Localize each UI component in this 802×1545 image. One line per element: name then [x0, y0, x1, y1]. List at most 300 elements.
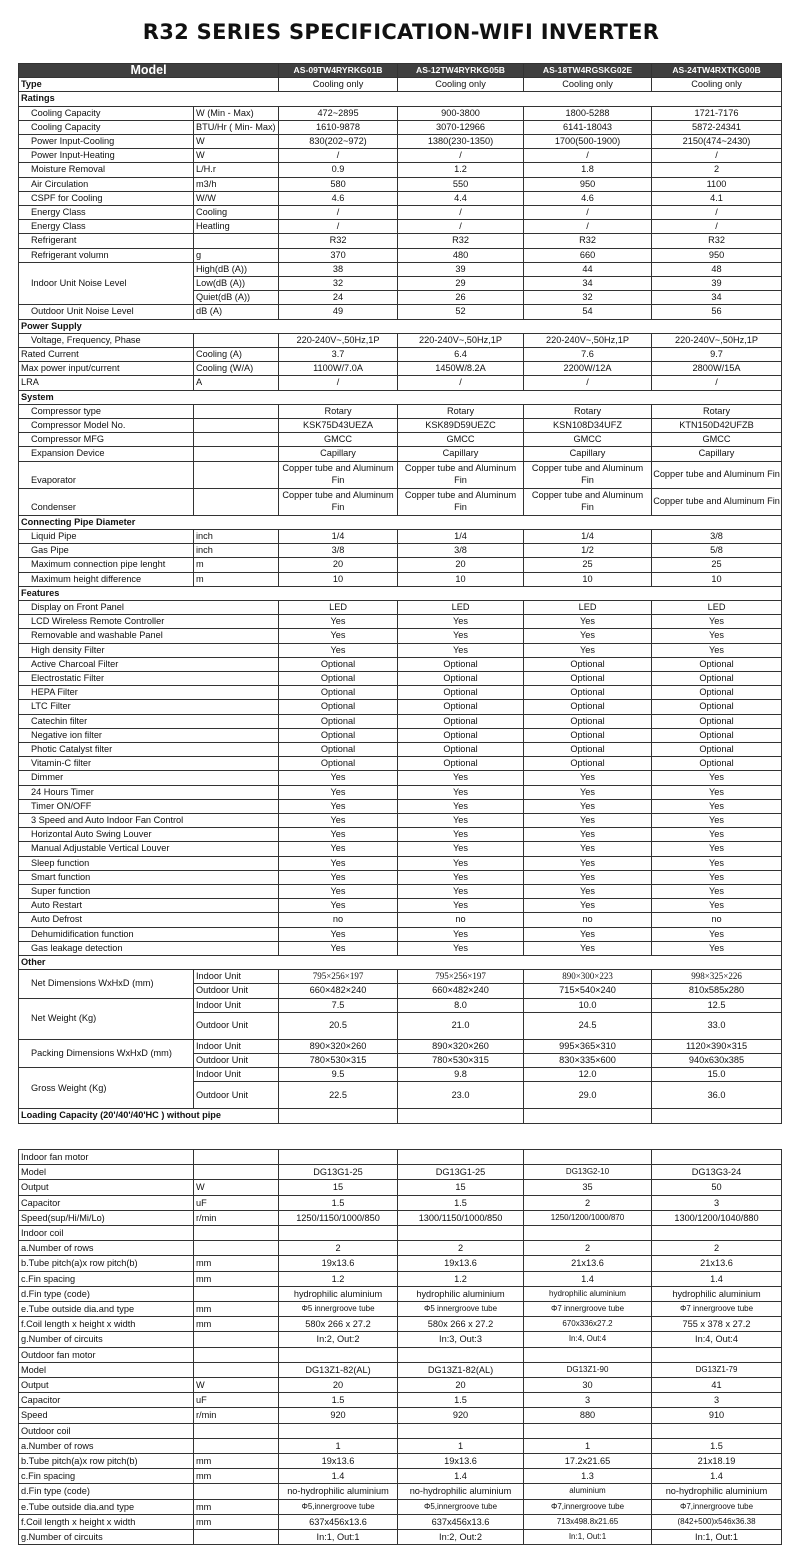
- feature-label: Catechin filter: [19, 714, 279, 728]
- feature-label: Vitamin-C filter: [19, 757, 279, 771]
- spec-label: a.Number of rows: [19, 1241, 194, 1256]
- spec-value: Optional: [279, 671, 398, 685]
- spec-value: Yes: [398, 643, 524, 657]
- spec-value: LED: [652, 600, 782, 614]
- spec-value: Copper tube and Aluminum Fin: [524, 488, 652, 515]
- spec-label: f.Coil length x height x width: [19, 1514, 194, 1529]
- spec-value: 880: [524, 1408, 652, 1423]
- spec-row: [19, 305, 782, 319]
- spec-value: Yes: [652, 828, 782, 842]
- feature-label: Removable and washable Panel: [19, 629, 279, 643]
- spec-row: [19, 1438, 782, 1453]
- spec-value: 39: [652, 277, 782, 291]
- spec-value: Optional: [524, 700, 652, 714]
- spec-value: 35: [524, 1180, 652, 1195]
- spec-value: 10: [279, 572, 398, 586]
- spec-value: [524, 1109, 652, 1123]
- spec-value: Yes: [524, 884, 652, 898]
- spec-value: 2: [652, 1241, 782, 1256]
- spec-row: [19, 856, 782, 870]
- spec-value: In:1, Out:1: [279, 1530, 398, 1545]
- spec-row: [19, 941, 782, 955]
- spec-value: 1.5: [398, 1195, 524, 1210]
- spec-value: Copper tube and Aluminum Fin: [398, 461, 524, 488]
- spec-value: 1.5: [652, 1438, 782, 1453]
- spec-value: 20: [279, 1378, 398, 1393]
- spec-value: Yes: [398, 941, 524, 955]
- spec-value: LED: [524, 600, 652, 614]
- model-header: Model: [19, 64, 279, 78]
- spec-label: g.Number of circuits: [19, 1332, 194, 1347]
- spec-value: hydrophilic aluminium: [652, 1286, 782, 1301]
- spec-value: 220-240V~,50Hz,1P: [279, 333, 398, 347]
- spec-unit: Cooling (A): [194, 348, 279, 362]
- spec-value: Copper tube and Aluminum Fin: [398, 488, 524, 515]
- spec-row: [19, 1454, 782, 1469]
- spec-value: 2: [398, 1241, 524, 1256]
- spec-unit: mm: [194, 1317, 279, 1332]
- spec-value: 370: [279, 248, 398, 262]
- spec-value: Yes: [652, 899, 782, 913]
- spec-value: 1.4: [652, 1469, 782, 1484]
- spec-label: d.Fin type (code): [19, 1484, 194, 1499]
- spec-label: c.Fin spacing: [19, 1271, 194, 1286]
- spec-value: 660×482×240: [279, 984, 398, 998]
- spec-unit: [194, 404, 279, 418]
- spec-value: 17.2x21.65: [524, 1454, 652, 1469]
- spec-value: Yes: [652, 785, 782, 799]
- spec-value: [524, 1226, 652, 1241]
- spec-value: 1.4: [398, 1469, 524, 1484]
- spec-value: Yes: [652, 813, 782, 827]
- spec-row: [19, 149, 782, 163]
- spec-value: 660×482×240: [398, 984, 524, 998]
- spec-value: 1: [398, 1438, 524, 1453]
- spec-value: Optional: [524, 714, 652, 728]
- spec-table: [18, 63, 782, 1124]
- spec-row: [19, 135, 782, 149]
- spec-unit: Quiet(dB (A)): [194, 291, 279, 305]
- spec-value: 830×335×600: [524, 1054, 652, 1068]
- spec-value: Yes: [279, 870, 398, 884]
- spec-unit: r/min: [194, 1210, 279, 1225]
- spec-unit: Indoor Unit: [194, 1039, 279, 1053]
- spec-row: [19, 248, 782, 262]
- spec-value: Optional: [652, 757, 782, 771]
- spec-label: Max power input/current: [19, 362, 194, 376]
- spec-row: [19, 120, 782, 134]
- section-row: [19, 92, 782, 106]
- spec-unit: [194, 461, 279, 488]
- spec-label: g.Number of circuits: [19, 1530, 194, 1545]
- spec-value: Yes: [279, 828, 398, 842]
- spec-value: 3/8: [398, 544, 524, 558]
- spec-value: In:1, Out:1: [524, 1530, 652, 1545]
- spec-label: Evaporator: [19, 461, 194, 488]
- spec-value: 950: [524, 177, 652, 191]
- spec-value: 780×530×315: [398, 1054, 524, 1068]
- spec-label: Output: [19, 1180, 194, 1195]
- spec-value: Yes: [279, 856, 398, 870]
- spec-value: 810x585x280: [652, 984, 782, 998]
- spec-value: 20.5: [279, 1012, 398, 1039]
- spec-label: CSPF for Cooling: [19, 191, 194, 205]
- spec-label: Rated Current: [19, 348, 194, 362]
- spec-unit: L/H.r: [194, 163, 279, 177]
- model-name: AS-24TW4RXTKG00B: [652, 64, 782, 78]
- spec-value: 900-3800: [398, 106, 524, 120]
- spec-unit: mm: [194, 1454, 279, 1469]
- spec-value: Yes: [652, 856, 782, 870]
- spec-unit: [194, 419, 279, 433]
- spec-value: Yes: [524, 813, 652, 827]
- spec-value: [398, 1423, 524, 1438]
- spec-label: Cooling Capacity: [19, 120, 194, 134]
- spec-row: [19, 1484, 782, 1499]
- spec-unit: [194, 447, 279, 461]
- spec-value: Yes: [398, 813, 524, 827]
- spec-row: [19, 376, 782, 390]
- spec-value: 940x630x385: [652, 1054, 782, 1068]
- spec-label: b.Tube pitch(a)x row pitch(b): [19, 1256, 194, 1271]
- spec-value: Yes: [524, 899, 652, 913]
- spec-label: Indoor Unit Noise Level: [19, 262, 194, 305]
- spec-value: 920: [279, 1408, 398, 1423]
- spec-row: [19, 78, 782, 92]
- spec-value: Optional: [524, 728, 652, 742]
- spec-value: Φ7,innergroove tube: [652, 1499, 782, 1514]
- section-title: Other: [19, 955, 782, 969]
- spec-value: 2200W/12A: [524, 362, 652, 376]
- spec-value: 10: [398, 572, 524, 586]
- spec-label: Compressor MFG: [19, 433, 194, 447]
- spec-unit: W: [194, 135, 279, 149]
- spec-unit: [194, 433, 279, 447]
- spec-value: 7.5: [279, 998, 398, 1012]
- spec-value: 44: [524, 262, 652, 276]
- spec-value: 1: [279, 1438, 398, 1453]
- spec-row: [19, 686, 782, 700]
- spec-value: Capillary: [279, 447, 398, 461]
- spec-value: no-hydrophilic aluminium: [279, 1484, 398, 1499]
- spec-value: /: [279, 149, 398, 163]
- spec-value: Optional: [524, 657, 652, 671]
- spec-row: [19, 234, 782, 248]
- spec-value: Yes: [398, 785, 524, 799]
- spec-value: no-hydrophilic aluminium: [398, 1484, 524, 1499]
- spec-value: Optional: [398, 714, 524, 728]
- spec-row: [19, 191, 782, 205]
- spec-unit: Outdoor Unit: [194, 1082, 279, 1109]
- spec-value: 20: [398, 1378, 524, 1393]
- spec-value: 1.2: [398, 163, 524, 177]
- spec-value: 52: [398, 305, 524, 319]
- spec-value: Optional: [398, 757, 524, 771]
- feature-label: Electrostatic Filter: [19, 671, 279, 685]
- spec-label: Type: [19, 78, 279, 92]
- spec-label: Indoor coil: [19, 1226, 194, 1241]
- spec-value: Yes: [524, 941, 652, 955]
- spec-value: Yes: [524, 771, 652, 785]
- model-name: AS-12TW4RYRKG05B: [398, 64, 524, 78]
- spec-value: DG13G1-25: [279, 1165, 398, 1180]
- spec-row: [19, 799, 782, 813]
- spec-value: no-hydrophilic aluminium: [652, 1484, 782, 1499]
- spec-value: 1100: [652, 177, 782, 191]
- spec-value: 1.5: [398, 1393, 524, 1408]
- spec-value: 580x 266 x 27.2: [398, 1317, 524, 1332]
- spec-value: Yes: [279, 899, 398, 913]
- spec-value: no: [524, 913, 652, 927]
- spec-value: 3.7: [279, 348, 398, 362]
- spec-unit: W/W: [194, 191, 279, 205]
- spec-row: [19, 1423, 782, 1438]
- spec-value: 995×365×310: [524, 1039, 652, 1053]
- spec-label: Net Weight (Kg): [19, 998, 194, 1039]
- spec-unit: [194, 1438, 279, 1453]
- spec-unit: mm: [194, 1302, 279, 1317]
- spec-row: [19, 1195, 782, 1210]
- spec-value: In:4, Out:4: [524, 1332, 652, 1347]
- spec-value: (842+500)x546x36.38: [652, 1514, 782, 1529]
- spec-row: [19, 1286, 782, 1301]
- spec-value: Rotary: [524, 404, 652, 418]
- spec-unit: Indoor Unit: [194, 998, 279, 1012]
- spec-row: [19, 1165, 782, 1180]
- spec-row: [19, 813, 782, 827]
- spec-unit: [194, 1347, 279, 1362]
- spec-label: Energy Class: [19, 220, 194, 234]
- spec-value: 32: [524, 291, 652, 305]
- spec-value: [279, 1226, 398, 1241]
- spec-row: [19, 1302, 782, 1317]
- spec-value: Yes: [398, 856, 524, 870]
- section-row: [19, 586, 782, 600]
- spec-value: /: [398, 206, 524, 220]
- spec-label: Gross Weight (Kg): [19, 1068, 194, 1109]
- spec-value: 4.1: [652, 191, 782, 205]
- spec-value: 550: [398, 177, 524, 191]
- spec-row: [19, 348, 782, 362]
- spec-value: Yes: [279, 927, 398, 941]
- spec-value: Yes: [279, 813, 398, 827]
- spec-row: [19, 529, 782, 543]
- section-row: [19, 319, 782, 333]
- spec-row: [19, 558, 782, 572]
- spec-value: 5/8: [652, 544, 782, 558]
- spec-label: f.Coil length x height x width: [19, 1317, 194, 1332]
- spec-label: Capacitor: [19, 1195, 194, 1210]
- spec-value: 2: [524, 1195, 652, 1210]
- spec-row: [19, 700, 782, 714]
- spec-value: R32: [524, 234, 652, 248]
- spec-value: 1300/1150/1000/850: [398, 1210, 524, 1225]
- spec-value: /: [398, 220, 524, 234]
- spec-value: Optional: [398, 686, 524, 700]
- spec-value: 1300/1200/1040/880: [652, 1210, 782, 1225]
- spec-label: Speed: [19, 1408, 194, 1423]
- spec-value: Yes: [398, 828, 524, 842]
- spec-unit: inch: [194, 544, 279, 558]
- spec-value: 54: [524, 305, 652, 319]
- spec-row: [19, 828, 782, 842]
- spec-value: In:2, Out:2: [398, 1530, 524, 1545]
- spec-row: [19, 1317, 782, 1332]
- spec-value: 920: [398, 1408, 524, 1423]
- spec-row: [19, 757, 782, 771]
- spec-value: 21.0: [398, 1012, 524, 1039]
- spec-value: 19x13.6: [279, 1454, 398, 1469]
- spec-row: [19, 1241, 782, 1256]
- spec-value: Yes: [652, 771, 782, 785]
- spec-value: /: [398, 376, 524, 390]
- spec-value: Cooling only: [279, 78, 398, 92]
- spec-value: Yes: [652, 799, 782, 813]
- spec-value: Optional: [652, 657, 782, 671]
- spec-value: Copper tube and Aluminum Fin: [652, 461, 782, 488]
- spec-label: Power Input-Cooling: [19, 135, 194, 149]
- spec-value: Optional: [652, 700, 782, 714]
- spec-value: 39: [398, 262, 524, 276]
- spec-value: 1.2: [398, 1271, 524, 1286]
- spec-value: Yes: [398, 927, 524, 941]
- spec-value: 1.2: [279, 1271, 398, 1286]
- spec-value: /: [524, 149, 652, 163]
- spec-label: Output: [19, 1378, 194, 1393]
- spec-value: 998×325×226: [652, 970, 782, 984]
- spec-value: Yes: [524, 927, 652, 941]
- spec-unit: uF: [194, 1195, 279, 1210]
- spec-value: 38: [279, 262, 398, 276]
- spec-value: 29.0: [524, 1082, 652, 1109]
- spec-value: 10: [524, 572, 652, 586]
- spec-value: hydrophilic aluminium: [279, 1286, 398, 1301]
- spec-value: /: [279, 376, 398, 390]
- spec-row: [19, 615, 782, 629]
- spec-value: [652, 1226, 782, 1241]
- spec-value: 1610-9878: [279, 120, 398, 134]
- spec-value: Φ7 innergroove tube: [652, 1302, 782, 1317]
- spec-value: 21x18.19: [652, 1454, 782, 1469]
- spec-value: In:2, Out:2: [279, 1332, 398, 1347]
- spec-row: [19, 1469, 782, 1484]
- spec-label: Voltage, Frequency, Phase: [19, 333, 194, 347]
- spec-value: 22.5: [279, 1082, 398, 1109]
- spec-value: In:4, Out:4: [652, 1332, 782, 1347]
- spec-value: Yes: [652, 884, 782, 898]
- spec-row: [19, 262, 782, 276]
- section-title: Power Supply: [19, 319, 782, 333]
- feature-label: 3 Speed and Auto Indoor Fan Control: [19, 813, 279, 827]
- spec-label: Liquid Pipe: [19, 529, 194, 543]
- spec-label: Model: [19, 1165, 194, 1180]
- spec-unit: High(dB (A)): [194, 262, 279, 276]
- spec-value: 1.3: [524, 1469, 652, 1484]
- spec-value: 30: [524, 1378, 652, 1393]
- spec-unit: m: [194, 572, 279, 586]
- feature-label: Super function: [19, 884, 279, 898]
- spec-value: Rotary: [398, 404, 524, 418]
- spec-value: 25: [524, 558, 652, 572]
- spec-row: [19, 927, 782, 941]
- spec-row: [19, 1180, 782, 1195]
- spec-value: 21x13.6: [524, 1256, 652, 1271]
- spec-value: 20: [398, 558, 524, 572]
- spec-row: [19, 1514, 782, 1529]
- spec-value: Yes: [524, 870, 652, 884]
- spec-value: R32: [398, 234, 524, 248]
- spec-row: [19, 1499, 782, 1514]
- spec-value: Optional: [398, 728, 524, 742]
- spec-value: Φ7,innergroove tube: [524, 1499, 652, 1514]
- spec-value: 660: [524, 248, 652, 262]
- spec-unit: BTU/Hr ( Min- Max): [194, 120, 279, 134]
- spec-value: hydrophilic aluminium: [398, 1286, 524, 1301]
- spec-value: 1.5: [279, 1195, 398, 1210]
- spec-value: 48: [652, 262, 782, 276]
- spec-value: Yes: [652, 941, 782, 955]
- spec-row: [19, 1362, 782, 1377]
- spec-row: [19, 970, 782, 984]
- section-row: [19, 390, 782, 404]
- spec-value: Optional: [524, 742, 652, 756]
- spec-value: 3070-12966: [398, 120, 524, 134]
- spec-value: KSK89D59UEZC: [398, 419, 524, 433]
- spec-value: Yes: [398, 870, 524, 884]
- spec-row: [19, 163, 782, 177]
- spec-row: [19, 629, 782, 643]
- feature-label: Horizontal Auto Swing Louver: [19, 828, 279, 842]
- feature-label: Active Charcoal Filter: [19, 657, 279, 671]
- spec-value: 56: [652, 305, 782, 319]
- spec-row: [19, 1393, 782, 1408]
- spec-value: Rotary: [652, 404, 782, 418]
- spec-row: [19, 362, 782, 376]
- spec-value: 1.5: [279, 1393, 398, 1408]
- spec-label: Maximum height difference: [19, 572, 194, 586]
- spec-value: 19x13.6: [398, 1256, 524, 1271]
- spec-unit: r/min: [194, 1408, 279, 1423]
- spec-value: 49: [279, 305, 398, 319]
- spec-unit: W (Min - Max): [194, 106, 279, 120]
- spec-value: LED: [398, 600, 524, 614]
- spec-unit: [194, 1423, 279, 1438]
- spec-value: 480: [398, 248, 524, 262]
- spec-row: [19, 742, 782, 756]
- spec-row: [19, 1068, 782, 1082]
- spec-label: Cooling Capacity: [19, 106, 194, 120]
- spec-value: /: [652, 149, 782, 163]
- spec-value: [279, 1423, 398, 1438]
- spec-value: 34: [524, 277, 652, 291]
- section-row: [19, 515, 782, 529]
- spec-value: [279, 1109, 398, 1123]
- spec-value: Optional: [524, 671, 652, 685]
- spec-label: Gas Pipe: [19, 544, 194, 558]
- feature-label: Smart function: [19, 870, 279, 884]
- spec-label: Outdoor Unit Noise Level: [19, 305, 194, 319]
- spec-value: R32: [279, 234, 398, 248]
- spec-value: Yes: [398, 629, 524, 643]
- spec-value: /: [524, 376, 652, 390]
- spec-value: 19x13.6: [398, 1454, 524, 1469]
- spec-value: 10: [652, 572, 782, 586]
- spec-value: 33.0: [652, 1012, 782, 1039]
- spec-value: 890×320×260: [398, 1039, 524, 1053]
- spec-value: GMCC: [398, 433, 524, 447]
- spec-value: 1.4: [524, 1271, 652, 1286]
- spec-value: 2150(474~2430): [652, 135, 782, 149]
